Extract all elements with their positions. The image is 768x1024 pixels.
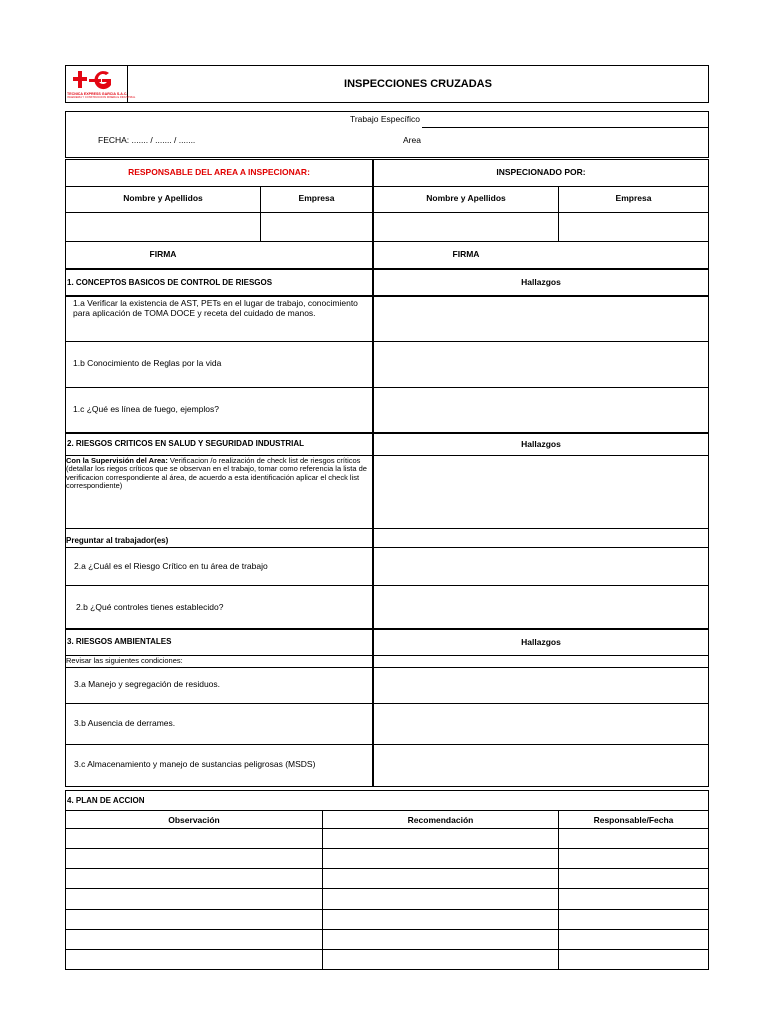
logo-tagline: INGENIERIA Y CONSTRUCCION MINERA E INDUSTRIAL [67, 96, 136, 99]
left-name-field[interactable] [66, 213, 260, 241]
left-company-field[interactable] [261, 213, 372, 241]
right-signature-label: FIRMA [452, 249, 480, 259]
section2-item-b: 2.b ¿Qué controles tienes establecido? [76, 602, 224, 612]
action-plan-recommendation-cell[interactable] [323, 869, 558, 888]
action-plan-recommendation-cell[interactable] [323, 849, 558, 868]
section2-title: 2. RIESGOS CRITICOS EN SALUD Y SEGURIDAD INDUSTRIAL [67, 439, 305, 448]
section1-title: 1. CONCEPTOS BASICOS DE CONTROL DE RIESGOS [67, 278, 273, 287]
action-plan-observation-cell[interactable] [66, 950, 322, 969]
page-title: INSPECCIONES CRUZADAS [344, 78, 492, 90]
right-name-header: Nombre y Apellidos [426, 193, 506, 203]
left-company-header: Empresa [298, 193, 335, 203]
action-plan-recommendation-cell[interactable] [323, 829, 558, 848]
section2-finding-supervision-field[interactable] [374, 456, 708, 528]
action-plan-recommendation-cell[interactable] [323, 930, 558, 949]
action-plan-responsible-cell[interactable] [559, 950, 708, 969]
action-plan-observation-cell[interactable] [66, 829, 322, 848]
col-responsible-header: Responsable/Fecha [593, 815, 674, 825]
section3-finding-a-field[interactable] [374, 668, 708, 703]
area-label: Area [403, 135, 421, 145]
work-field-line[interactable] [422, 127, 708, 128]
section1-finding-c-field[interactable] [374, 388, 708, 432]
inspected-by-title: INSPECIONADO POR: [496, 167, 586, 177]
section2-supervision-detail: Verificacion /o realización de check list de riesgos críticos (detallar los riegos críticos que se observan en el trabajo, tomar como referencia la lista de verificacion correspondiente al área, de acuerdo a esta identificación aplicar el check list correspondiente) [66, 456, 367, 491]
section1-item-a: 1.a Verificar la existencia de AST, PETs en el lugar de trabajo, conocimiento para aplicación de TOMA DOCE y receta del cuidado de manos. [73, 298, 358, 318]
action-plan-responsible-cell[interactable] [559, 829, 708, 848]
action-plan-recommendation-cell[interactable] [323, 889, 558, 908]
section2-supervision-bold: Con la Supervisión del Area: [66, 456, 168, 465]
section3-finding-c-field[interactable] [374, 745, 708, 786]
col-observation-header: Observación [168, 815, 220, 825]
section1-finding-a-field[interactable] [374, 297, 708, 341]
date-label: FECHA: ....... / ....... / ....... [98, 135, 196, 145]
section2-supervision-text [66, 457, 370, 491]
section1-item-b: 1.b Conocimiento de Reglas por la vida [73, 358, 222, 368]
action-plan-observation-cell[interactable] [66, 930, 322, 949]
action-plan-responsible-cell[interactable] [559, 869, 708, 888]
action-plan-recommendation-cell[interactable] [323, 950, 558, 969]
section3-findings-header: Hallazgos [521, 637, 561, 647]
section1-item-c: 1.c ¿Qué es línea de fuego, ejemplos? [73, 404, 220, 414]
section3-item-b: 3.b Ausencia de derrames. [74, 718, 176, 728]
section3-item-c: 3.c Almacenamiento y manejo de sustancias peligrosas (MSDS) [74, 759, 316, 769]
section4-title: 4. PLAN DE ACCION [67, 796, 145, 805]
section1-findings-header: Hallazgos [521, 277, 561, 287]
action-plan-responsible-cell[interactable] [559, 930, 708, 949]
action-plan-responsible-cell[interactable] [559, 849, 708, 868]
company-logo [67, 68, 136, 101]
section2-ask-workers: Preguntar al trabajador(es) [66, 536, 169, 545]
section3-title: 3. RIESGOS AMBIENTALES [67, 637, 172, 646]
action-plan-observation-cell[interactable] [66, 889, 322, 908]
section2-item-a: 2.a ¿Cuál es el Riesgo Crítico en tu área de trabajo [74, 561, 268, 571]
right-company-field[interactable] [559, 213, 708, 241]
section3-review-label: Revisar las siguientes condiciones: [66, 656, 183, 665]
left-name-header: Nombre y Apellidos [123, 193, 203, 203]
col-recommendation-header: Recomendación [407, 815, 474, 825]
action-plan-recommendation-cell[interactable] [323, 910, 558, 929]
right-name-field[interactable] [374, 213, 558, 241]
action-plan-observation-cell[interactable] [66, 849, 322, 868]
section3-item-a: 3.a Manejo y segregación de residuos. [74, 679, 221, 689]
action-plan-observation-cell[interactable] [66, 869, 322, 888]
section1-finding-b-field[interactable] [374, 342, 708, 387]
responsible-area-title: RESPONSABLE DEL AREA A INSPECIONAR: [128, 167, 310, 177]
section2-finding-a-field[interactable] [374, 548, 708, 585]
action-plan-observation-cell[interactable] [66, 910, 322, 929]
action-plan-responsible-cell[interactable] [559, 889, 708, 908]
logo-company-name: TECNICA EXPRESS GARCIA S.A.C. [67, 92, 128, 96]
action-plan-responsible-cell[interactable] [559, 910, 708, 929]
right-company-header: Empresa [615, 193, 652, 203]
section3-finding-b-field[interactable] [374, 704, 708, 744]
section2-finding-b-field[interactable] [374, 586, 708, 628]
left-signature-label: FIRMA [149, 249, 177, 259]
section2-findings-header: Hallazgos [521, 439, 561, 449]
work-label: Trabajo Específico [349, 114, 421, 124]
